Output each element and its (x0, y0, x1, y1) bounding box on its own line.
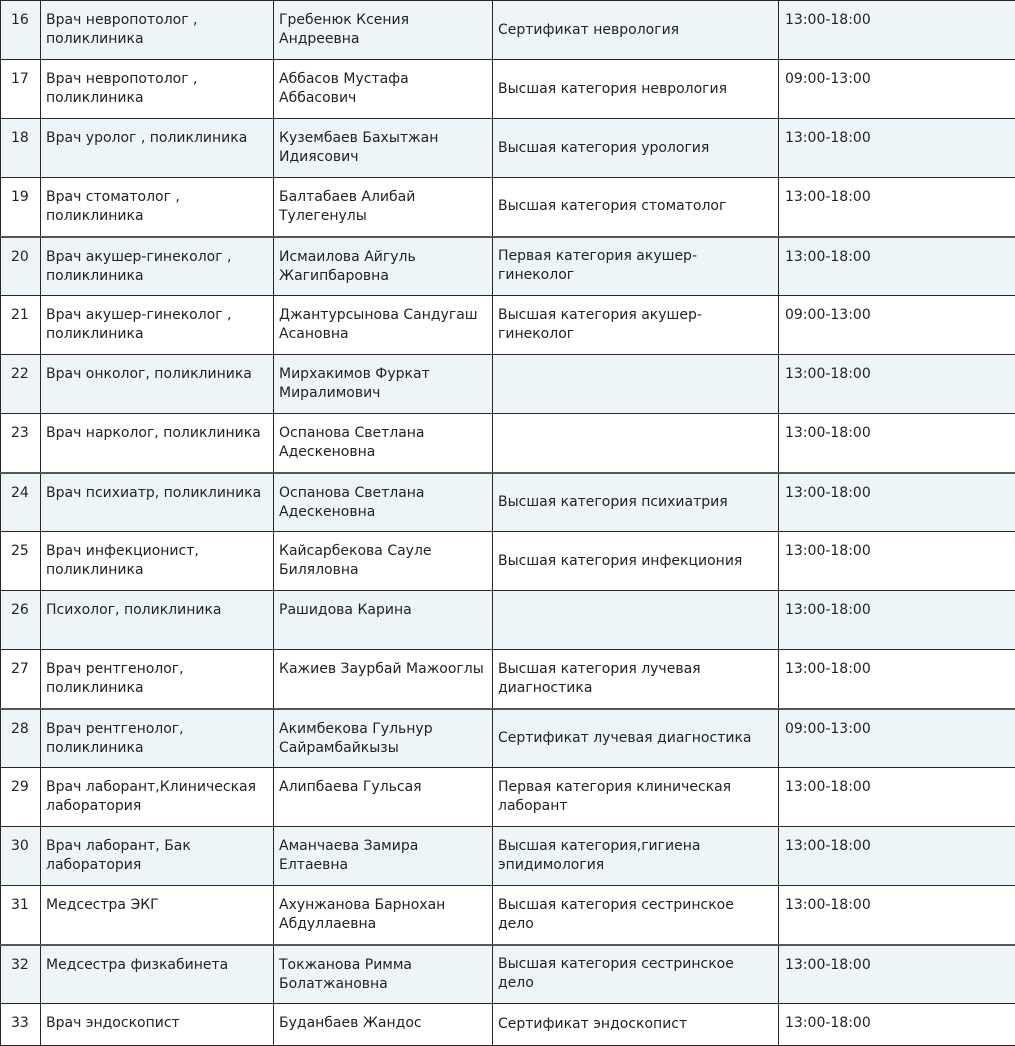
qualification-cell: Высшая категория урология (493, 119, 779, 178)
work-hours-cell: 13:00-18:00 (779, 414, 1015, 473)
position-cell: Врач рентгенолог, поликлиника (41, 709, 274, 768)
work-hours-cell: 13:00-18:00 (779, 1, 1015, 60)
work-hours-cell: 13:00-18:00 (779, 355, 1015, 414)
row-number: 32 (1, 945, 41, 1004)
row-number: 33 (1, 1004, 41, 1046)
work-hours-cell: 13:00-18:00 (779, 886, 1015, 945)
qualification-cell: Сертификат неврология (493, 1, 779, 60)
qualification-cell: Первая категория акушер-гинеколог (493, 237, 779, 296)
qualification-cell: Высшая категория стоматолог (493, 178, 779, 237)
qualification-cell: Первая категория клиническая лаборант (493, 768, 779, 827)
row-number: 23 (1, 414, 41, 473)
work-hours-cell: 09:00-13:00 (779, 709, 1015, 768)
qualification-cell: Высшая категория неврология (493, 60, 779, 119)
table-row (1, 355, 1015, 414)
work-hours-cell: 13:00-18:00 (779, 178, 1015, 237)
work-hours-cell: 13:00-18:00 (779, 591, 1015, 650)
qualification-cell (493, 591, 779, 650)
position-cell: Врач инфекционист, поликлиника (41, 532, 274, 591)
position-cell: Врач лаборант, Бак лаборатория (41, 827, 274, 886)
table-row (1, 296, 1015, 355)
row-number: 18 (1, 119, 41, 178)
row-number: 16 (1, 1, 41, 60)
qualification-cell: Сертификат эндоскопист (493, 1004, 779, 1046)
position-cell: Врач стоматолог , поликлиника (41, 178, 274, 237)
work-hours-cell: 13:00-18:00 (779, 119, 1015, 178)
position-cell: Медсестра физкабинета (41, 945, 274, 1004)
work-hours-cell: 13:00-18:00 (779, 768, 1015, 827)
row-number: 17 (1, 60, 41, 119)
employee-name-cell: Кайсарбекова Сауле Биляловна (274, 532, 493, 591)
employee-name-cell: Буданбаев Жандос (274, 1004, 493, 1046)
qualification-cell (493, 355, 779, 414)
employee-name-cell: Аманчаева Замира Елтаевна (274, 827, 493, 886)
work-hours-cell: 09:00-13:00 (779, 60, 1015, 119)
qualification-cell: Высшая категория сестринское дело (493, 886, 779, 945)
employee-name-cell: Рашидова Карина (274, 591, 493, 650)
position-cell: Психолог, поликлиника (41, 591, 274, 650)
employee-name-cell: Кажиев Заурбай Мажоoглы (274, 650, 493, 709)
qualification-cell: Высшая категория психиатрия (493, 473, 779, 532)
row-number: 25 (1, 532, 41, 591)
qualification-cell (493, 414, 779, 473)
employee-name-cell: Оспанова Светлана Адескеновна (274, 473, 493, 532)
table-row (1, 1, 1015, 60)
table-row (1, 532, 1015, 591)
position-cell: Врач уролог , поликлиника (41, 119, 274, 178)
table-row (1, 473, 1015, 532)
employee-name-cell: Кузембаев Бахытжан Идиясович (274, 119, 493, 178)
position-cell: Врач акушер-гинеколог , поликлиника (41, 296, 274, 355)
work-hours-cell: 13:00-18:00 (779, 532, 1015, 591)
work-hours-cell: 13:00-18:00 (779, 945, 1015, 1004)
table-body (1, 1, 1015, 1046)
row-number: 30 (1, 827, 41, 886)
row-number: 26 (1, 591, 41, 650)
employee-name-cell: Токжанова Римма Болатжановна (274, 945, 493, 1004)
table-row (1, 1004, 1015, 1046)
qualification-cell: Высшая категория акушер-гинеколог (493, 296, 779, 355)
row-number: 28 (1, 709, 41, 768)
position-cell: Медсестра ЭКГ (41, 886, 274, 945)
work-hours-cell: 13:00-18:00 (779, 473, 1015, 532)
row-number: 24 (1, 473, 41, 532)
employee-name-cell: Ахунжанова Барнохан Абдуллаевна (274, 886, 493, 945)
position-cell: Врач эндоскопист (41, 1004, 274, 1046)
work-hours-cell: 09:00-13:00 (779, 296, 1015, 355)
qualification-cell: Высшая категория инфекциония (493, 532, 779, 591)
table-row (1, 650, 1015, 709)
table-row (1, 237, 1015, 296)
table-row (1, 768, 1015, 827)
employee-name-cell: Джантурсынова Сандугаш Асановна (274, 296, 493, 355)
table-row (1, 178, 1015, 237)
row-number: 22 (1, 355, 41, 414)
position-cell: Врач невропотолог , поликлиника (41, 1, 274, 60)
row-number: 27 (1, 650, 41, 709)
position-cell: Врач психиатр, поликлиника (41, 473, 274, 532)
table-row (1, 591, 1015, 650)
table-row (1, 414, 1015, 473)
employee-name-cell: Мирхакимов Фуркат Миралимович (274, 355, 493, 414)
table-row (1, 945, 1015, 1004)
qualification-cell: Сертификат лучевая диагностика (493, 709, 779, 768)
table-row (1, 827, 1015, 886)
employee-name-cell: Гребенюк Ксения Андреевна (274, 1, 493, 60)
row-number: 19 (1, 178, 41, 237)
position-cell: Врач лаборант,Клиническая лаборатория (41, 768, 274, 827)
work-hours-cell: 13:00-18:00 (779, 1004, 1015, 1046)
employee-name-cell: Акимбекова Гульнур Сайрамбайкызы (274, 709, 493, 768)
employee-name-cell: Алипбаева Гульсая (274, 768, 493, 827)
position-cell: Врач онколог, поликлиника (41, 355, 274, 414)
table-row (1, 886, 1015, 945)
table-row (1, 709, 1015, 768)
qualification-cell: Высшая категория лучевая диагностика (493, 650, 779, 709)
employee-name-cell: Исмаилова Айгуль Жагипбаровна (274, 237, 493, 296)
work-hours-cell: 13:00-18:00 (779, 237, 1015, 296)
table-row (1, 119, 1015, 178)
row-number: 31 (1, 886, 41, 945)
table-row (1, 60, 1015, 119)
work-hours-cell: 13:00-18:00 (779, 650, 1015, 709)
row-number: 21 (1, 296, 41, 355)
position-cell: Врач невропотолог , поликлиника (41, 60, 274, 119)
row-number: 29 (1, 768, 41, 827)
employee-name-cell: Оспанова Светлана Адескеновна (274, 414, 493, 473)
position-cell: Врач рентгенолог, поликлиника (41, 650, 274, 709)
position-cell: Врач акушер-гинеколог , поликлиника (41, 237, 274, 296)
work-hours-cell: 13:00-18:00 (779, 827, 1015, 886)
row-number: 20 (1, 237, 41, 296)
employee-name-cell: Балтабаев Алибай Тулегенулы (274, 178, 493, 237)
employee-name-cell: Аббасов Мустафа Аббасович (274, 60, 493, 119)
qualification-cell: Высшая категория,гигиена эпидимология (493, 827, 779, 886)
position-cell: Врач нарколог, поликлиника (41, 414, 274, 473)
qualification-cell: Высшая категория сестринское дело (493, 945, 779, 1004)
